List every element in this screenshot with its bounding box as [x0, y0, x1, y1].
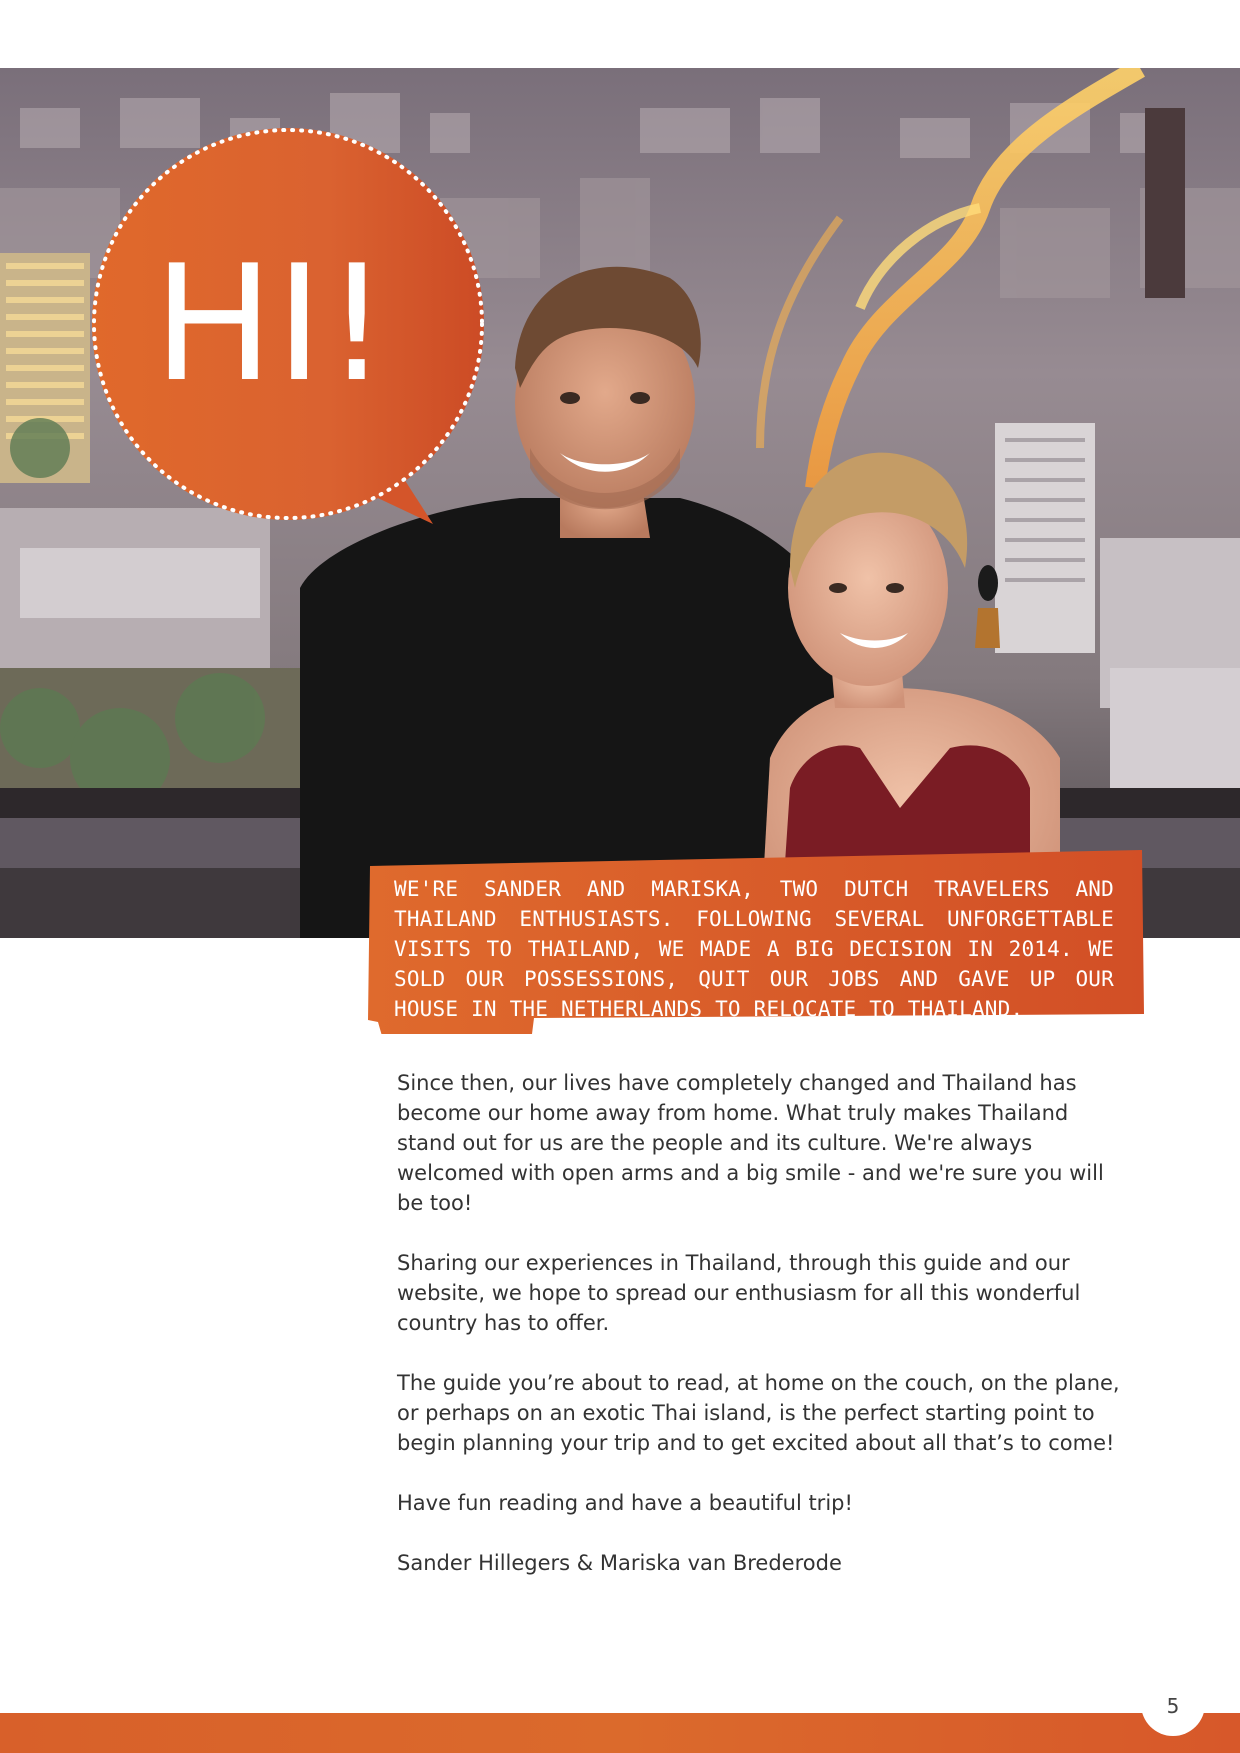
- signature: Sander Hillegers & Mariska van Brederode: [397, 1551, 842, 1575]
- intro-banner: [368, 850, 1144, 1034]
- page-number: 5: [1166, 1694, 1180, 1718]
- paragraph-2: Sharing our experiences in Thailand, through this guide and our website, we hope to spread our enthusiasm for all this wonderful country has to offer.: [397, 1251, 1081, 1335]
- paragraph-1: Since then, our lives have completely changed and Thailand has become our home away from home. What truly makes Thailand stand out for us are the people and its culture. We're always welcomed with open arms and a big smile - and we're sure you will be too!: [397, 1071, 1104, 1215]
- greeting-bubble: [88, 124, 488, 544]
- intro-text: WE'RE SANDER AND MARISKA, TWO DUTCH TRAVELERS AND THAILAND ENTHUSIASTS. FOLLOWING SEVERAL UNFORGETTABLE VISITS TO THAILAND, WE MADE A BIG DECISION IN 2014. WE SOLD OUR POSSESSIONS, QUIT OUR JOBS AND GAVE UP OUR HOUSE IN THE NETHERLANDS TO RELOCATE TO THAILAND.: [394, 877, 1114, 1021]
- paragraph-3: The guide you’re about to read, at home on the couch, on the plane, or perhaps on an exotic Thai island, is the perfect starting point to begin planning your trip and to get excited about all that’s to come!: [397, 1371, 1120, 1455]
- body-text: [397, 1068, 1132, 1608]
- greeting-heading: HI!: [153, 230, 391, 417]
- footer-bar: [0, 1713, 1240, 1753]
- paragraph-4: Have fun reading and have a beautiful trip!: [397, 1491, 853, 1515]
